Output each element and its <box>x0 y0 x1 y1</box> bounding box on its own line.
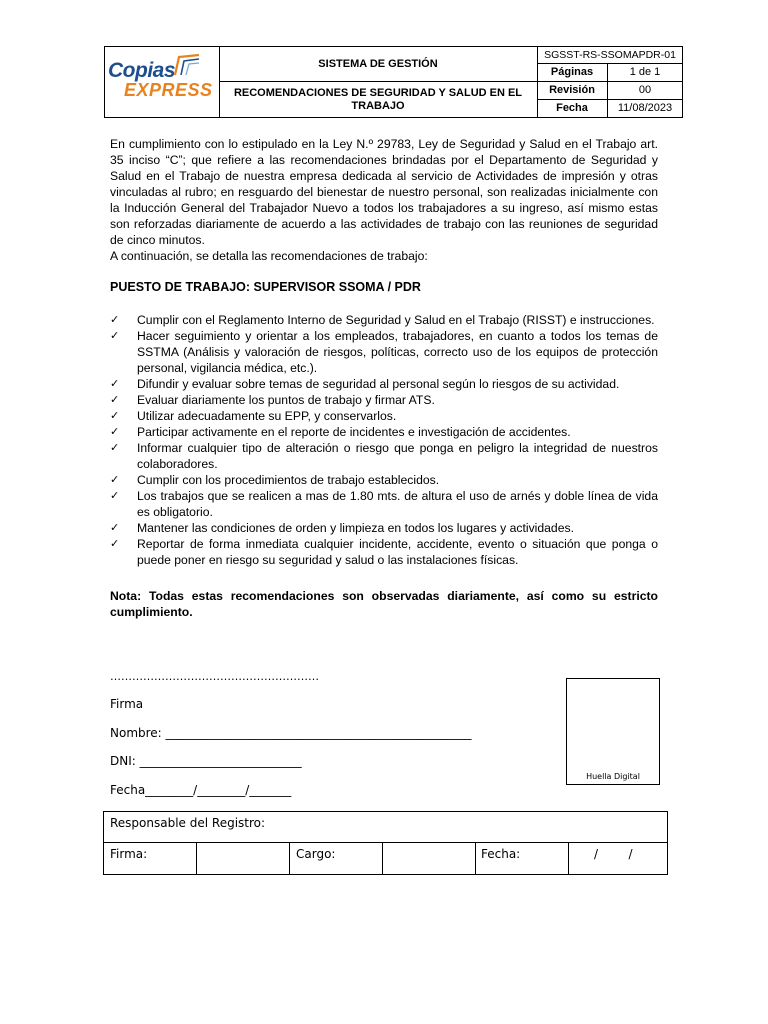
check-icon: ✓ <box>110 394 120 406</box>
fingerprint-label: Huella Digital <box>586 772 640 781</box>
list-item: ✓ Hacer seguimiento y orientar a los empleados, trabajadores, en cuanto a todos los temas de SSTMA (Análisis y valoración de riesgos, políticas, correcto uso de los equipos de protección personal, vigilancia médica, etc.). <box>110 329 658 375</box>
check-icon: ✓ <box>110 314 120 326</box>
document-header <box>104 46 683 118</box>
responsible-table <box>103 811 668 875</box>
system-title: SISTEMA DE GESTIÓN <box>318 57 438 70</box>
check-icon: ✓ <box>110 330 120 342</box>
list-item: ✓ Informar cualquier tipo de alteración o riesgo que ponga en peligro la integridad de nuestros colaboradores. <box>110 441 658 471</box>
responsible-firma-label: Firma: <box>110 847 148 861</box>
list-item: ✓ Evaluar diariamente los puntos de trabajo y firmar ATS. <box>110 393 435 407</box>
fecha-field: Fecha________/________/_______ <box>110 783 292 797</box>
list-item: ✓ Mantener las condiciones de orden y limpieza en todos los lugares y actividades. <box>110 521 574 535</box>
list-item: ✓ Participar activamente en el reporte de incidentes e investigación de accidentes. <box>110 425 571 439</box>
list-item: ✓ Los trabajos que se realicen a mas de 1.80 mts. de altura el uso de arnés y doble línea de vida es obligatorio. <box>110 489 658 519</box>
revision-label: Revisión <box>549 84 595 96</box>
check-icon: ✓ <box>110 538 120 550</box>
recommendations-list <box>110 312 658 568</box>
note: Nota: Todas estas recomendaciones son observadas diariamente, así como su estricto cumplimiento. <box>110 589 658 619</box>
firma-label: Firma <box>110 697 144 711</box>
responsible-cargo-label: Cargo: <box>296 847 336 861</box>
logo-text-copias: Copias <box>108 59 176 82</box>
document-code: SGSST-RS-SSOMAPDR-01 <box>544 48 676 61</box>
list-item: ✓ Difundir y evaluar sobre temas de seguridad al personal según lo riesgos de su actividad. <box>110 377 620 391</box>
check-icon: ✓ <box>110 490 120 502</box>
check-icon: ✓ <box>110 442 120 454</box>
fingerprint-box <box>566 678 660 785</box>
list-item: ✓ Cumplir con los procedimientos de trabajo establecidos. <box>110 473 440 487</box>
responsible-date-slashes: / / <box>594 847 633 861</box>
pages-value: 1 de 1 <box>629 66 661 78</box>
intro-paragraph: En cumplimiento con lo estipulado en la Ley N.º 29783, Ley de Seguridad y Salud en el Trabajo art. 35 inciso “C”; que refiere a las recomendaciones brindadas por el Departamento de Seguridad y Salud en el Trabajo de nuestra empresa dedicada al servicio de Actividades de impresión y otras vinculadas al rubro; en resguardo del bienestar de nuestro personal, son realizadas inicialmente con la Inducción General del Trabajador Nuevo a todos los trabajadores a su ingreso, así mismo estas son reforzadas diariamente de acuerdo a las actividades de trabajo con las reuniones de seguridad de cinco minutos. <box>110 137 658 247</box>
responsible-fecha-label: Fecha: <box>481 847 521 861</box>
revision-value: 00 <box>638 84 652 96</box>
check-icon: ✓ <box>110 522 120 534</box>
job-title: PUESTO DE TRABAJO: SUPERVISOR SSOMA / PDR <box>110 280 421 294</box>
list-item: ✓ Reportar de forma inmediata cualquier incidente, accidente, evento o situación que ponga o puede poner en riesgo su seguridad y salud o las instalaciones físicas. <box>110 537 658 567</box>
date-label: Fecha <box>556 102 588 114</box>
document-title: RECOMENDACIONES DE SEGURIDAD Y SALUD EN EL TRABAJO <box>233 87 523 112</box>
check-icon: ✓ <box>110 378 120 390</box>
responsible-title-row <box>104 812 667 843</box>
date-value: 11/08/2023 <box>617 102 673 114</box>
list-item: ✓ Cumplir con el Reglamento Interno de Seguridad y Salud en el Trabajo (RISST) e instrucciones. <box>110 313 655 327</box>
logo-text-express: EXPRESS <box>124 80 213 100</box>
dni-field: DNI: ___________________________ <box>110 754 302 768</box>
nombre-field: Nombre: ___________________________________________________ <box>110 726 472 740</box>
responsible-title: Responsable del Registro: <box>110 816 266 830</box>
intro-continuation: A continuación, se detalla las recomendaciones de trabajo: <box>110 249 428 263</box>
check-icon: ✓ <box>110 410 120 422</box>
check-icon: ✓ <box>110 426 120 438</box>
company-logo <box>105 47 219 117</box>
logo-swoosh-icon <box>171 53 201 77</box>
pages-label: Páginas <box>550 66 594 78</box>
check-icon: ✓ <box>110 474 120 486</box>
signature-line: ………………………………………………… <box>110 670 319 683</box>
list-item: ✓ Utilizar adecuadamente su EPP, y conservarlos. <box>110 409 397 423</box>
